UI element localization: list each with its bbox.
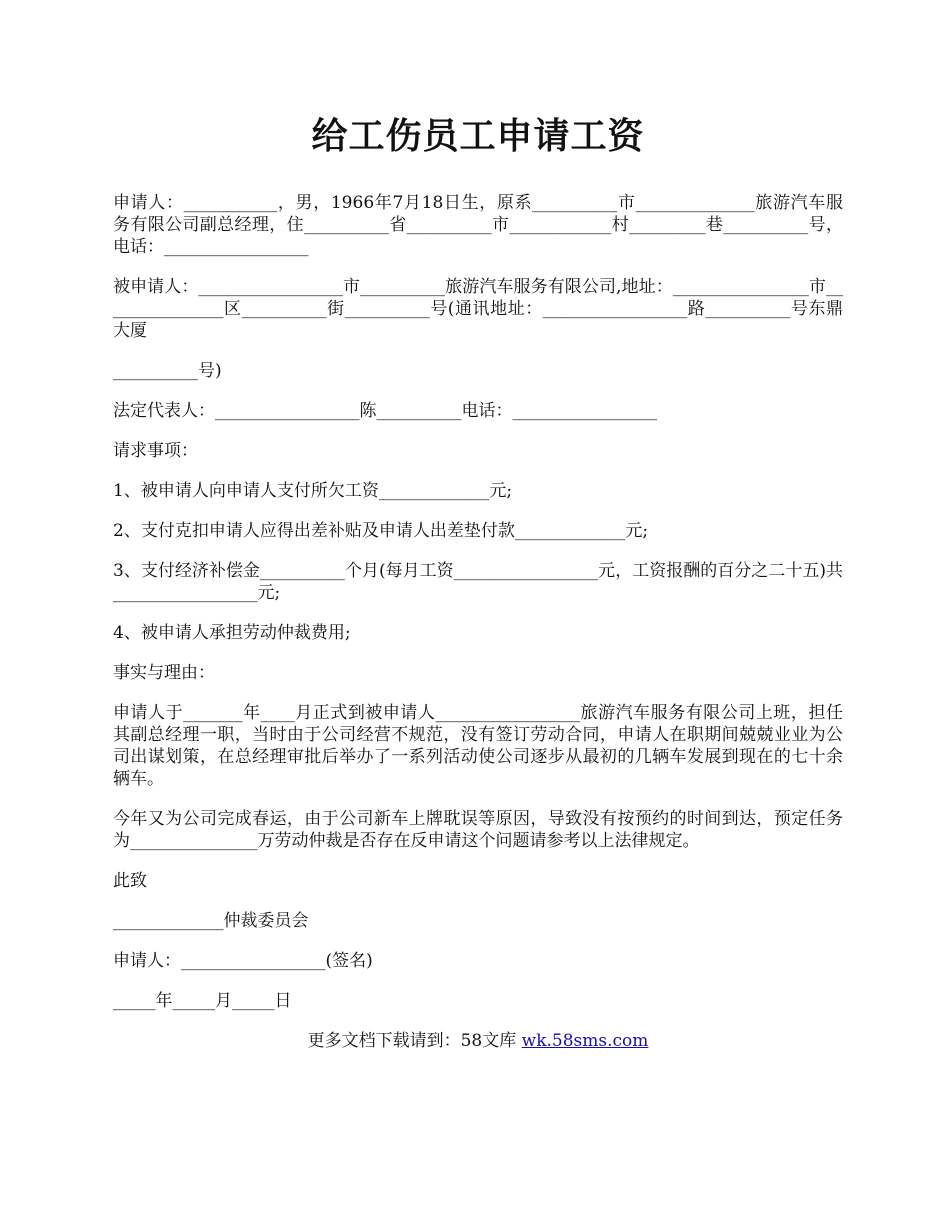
legal-representative: 法定代表人：_________________陈__________电话：_________________ [113, 401, 657, 421]
document-title: 给工伤员工申请工资 [311, 115, 645, 157]
document-page [113, 110, 843, 1052]
footer-prefix: 更多文档下载请到：58文库 [307, 1031, 522, 1051]
claim-item-2: 2、支付克扣申请人应得出差补贴及申请人出差垫付款_____________元; [113, 521, 649, 541]
claims-heading: 请求事项： [113, 441, 198, 461]
facts-heading: 事实与理由： [113, 663, 215, 683]
applicant-info: 申请人：___________，男，1966年7月18日生，原系__________市______________旅游汽车服务有限公司副总经理，住__________省__________市____________村_________巷__________号，电话：_________________ [113, 193, 843, 257]
closing-salutation: 此致 [113, 871, 147, 891]
footer-download-note [113, 1030, 843, 1052]
applicant-signature: 申请人：_________________(签名) [113, 951, 373, 971]
claim-item-3: 3、支付经济补偿金__________个月(每月工资_________________元，工资报酬的百分之二十五)共_________________元; [113, 561, 843, 603]
respondent-address-number: __________号) [113, 361, 222, 381]
facts-paragraph-1: 申请人于_______年____月正式到被申请人_________________旅游汽车服务有限公司上班，担任其副总经理一职，当时由于公司经营不规范，没有签订劳动合同，申请人在职期间兢兢业业为公司出谋划策，在总经理审批后举办了一系列活动使公司逐步从最初的几辆车发展到现在的七十余辆车。 [113, 703, 843, 789]
facts-paragraph-2: 今年又为公司完成春运，由于公司新车上牌耽误等原因，导致没有按预约的时间到达，预定任务为_______________万劳动仲裁是否存在反申请这个问题请参考以上法律规定。 [113, 809, 843, 851]
signature-date: _____年_____月_____日 [113, 991, 292, 1011]
claim-item-4: 4、被申请人承担劳动仲裁费用; [113, 623, 351, 643]
footer-link[interactable]: wk.58sms.com [521, 1031, 649, 1051]
claim-item-1: 1、被申请人向申请人支付所欠工资_____________元; [113, 481, 513, 501]
arbitration-committee: _____________仲裁委员会 [113, 911, 309, 931]
respondent-info: 被申请人：_________________市__________旅游汽车服务有限公司,地址：________________市_______________区__________街__________号(通讯地址：_________________路__________号东鼎大厦 [113, 277, 843, 341]
